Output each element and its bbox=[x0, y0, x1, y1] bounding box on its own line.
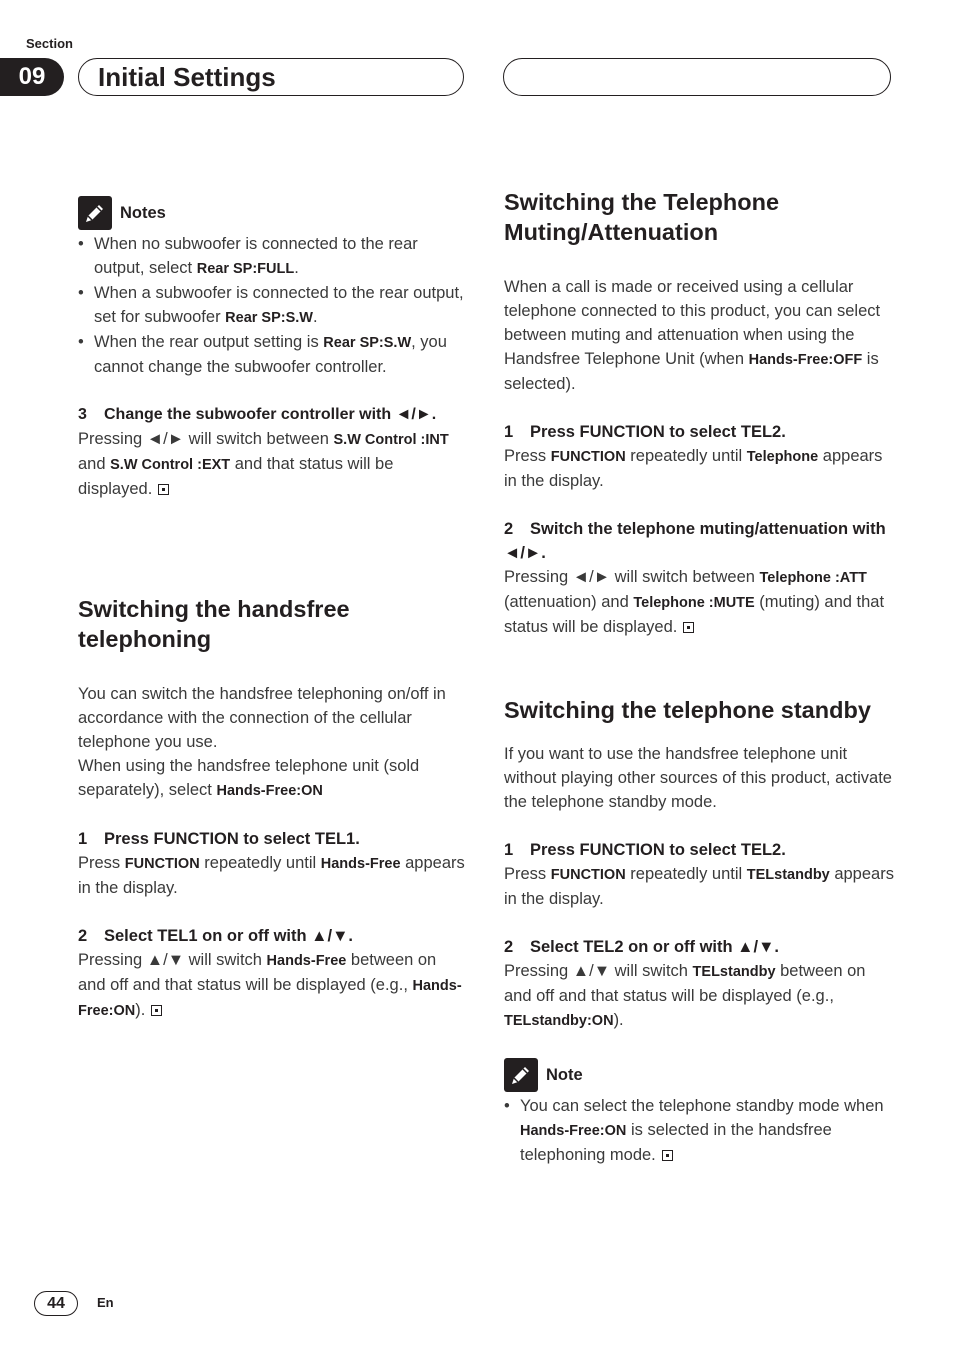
step-body: Press FUNCTION repeatedly until TELstandby appears in the display. bbox=[504, 865, 894, 908]
step-body: Pressing ◄/► will switch between Telephone :ATT (attenuation) and Telephone :MUTE (muting) and that status will be displayed. bbox=[504, 568, 885, 636]
step-title: 1 Press FUNCTION to select TEL2. bbox=[504, 841, 786, 859]
section-number-badge: 09 bbox=[0, 58, 64, 96]
pencil-icon bbox=[78, 196, 112, 230]
step-body: Pressing ▲/▼ will switch TELstandby between on and off and that status will be displayed (e.g., TELstandby:ON). bbox=[504, 962, 866, 1029]
muting-section bbox=[504, 187, 894, 639]
note-header bbox=[504, 1058, 894, 1092]
standby-section bbox=[504, 695, 894, 1167]
paragraph: When a call is made or received using a cellular telephone connected to this product, you can select between muting and attenuation when using the Handsfree Telephone Unit (when Hands-Free:OFF is selected). bbox=[504, 278, 881, 393]
list-item: • When the rear output setting is Rear SP:S.W, you cannot change the subwoofer controller. bbox=[78, 330, 468, 379]
pencil-icon bbox=[504, 1058, 538, 1092]
step-title: 1 Press FUNCTION to select TEL1. bbox=[78, 830, 360, 848]
paragraph: You can switch the handsfree telephoning on/off in accordance with the connection of the cellular telephone you use. bbox=[78, 685, 446, 751]
notes-header bbox=[78, 196, 468, 230]
step-body: Press FUNCTION repeatedly until Hands-Free appears in the display. bbox=[78, 854, 465, 897]
notes-list bbox=[78, 232, 468, 379]
page-number: 44 bbox=[34, 1291, 78, 1316]
step-body: Pressing ▲/▼ will switch Hands-Free between on and off and that status will be displayed (e.g., Hands-Free:ON). bbox=[78, 951, 462, 1019]
language-code: En bbox=[97, 1295, 114, 1310]
end-mark-icon bbox=[662, 1150, 673, 1161]
step-title: 2 Select TEL1 on or off with ▲/▼. bbox=[78, 927, 354, 945]
end-mark-icon bbox=[158, 484, 169, 495]
step-3-body: Pressing ◄/► will switch between S.W Control :INT and S.W Control :EXT and that status will be displayed. bbox=[78, 430, 449, 498]
title-frame-right bbox=[503, 58, 891, 96]
notes-heading: Notes bbox=[120, 204, 166, 222]
step-title: 2 Switch the telephone muting/attenuation with ◄/►. bbox=[504, 520, 886, 562]
end-mark-icon bbox=[151, 1005, 162, 1016]
step-title: 1 Press FUNCTION to select TEL2. bbox=[504, 423, 786, 441]
section-heading: Switching the Telephone Muting/Attenuation bbox=[504, 189, 780, 245]
list-item: • When a subwoofer is connected to the rear output, set for subwoofer Rear SP:S.W. bbox=[78, 281, 468, 330]
paragraph: When using the handsfree telephone unit (sold separately), select Hands-Free:ON bbox=[78, 757, 420, 799]
list-item: • You can select the telephone standby mode when Hands-Free:ON is selected in the handsfree telephoning mode. bbox=[504, 1094, 894, 1167]
step-body: Press FUNCTION repeatedly until Telephone appears in the display. bbox=[504, 447, 883, 490]
end-mark-icon bbox=[683, 622, 694, 633]
section-heading: Switching the telephone standby bbox=[504, 697, 871, 723]
left-column bbox=[78, 196, 468, 501]
section-label: Section bbox=[26, 36, 73, 51]
section-heading: Switching the handsfree telephoning bbox=[78, 596, 350, 652]
step-3-title: 3 Change the subwoofer controller with ◄/►. bbox=[78, 406, 437, 423]
list-item: • When no subwoofer is connected to the rear output, select Rear SP:FULL. bbox=[78, 232, 468, 281]
paragraph: If you want to use the handsfree telephone unit without playing other sources of this product, activate the telephone standby mode. bbox=[504, 745, 892, 811]
step-title: 2 Select TEL2 on or off with ▲/▼. bbox=[504, 938, 780, 956]
note-heading: Note bbox=[546, 1066, 583, 1084]
page-title: Initial Settings bbox=[98, 62, 276, 92]
note-list bbox=[504, 1094, 894, 1167]
handsfree-section bbox=[78, 594, 468, 1023]
